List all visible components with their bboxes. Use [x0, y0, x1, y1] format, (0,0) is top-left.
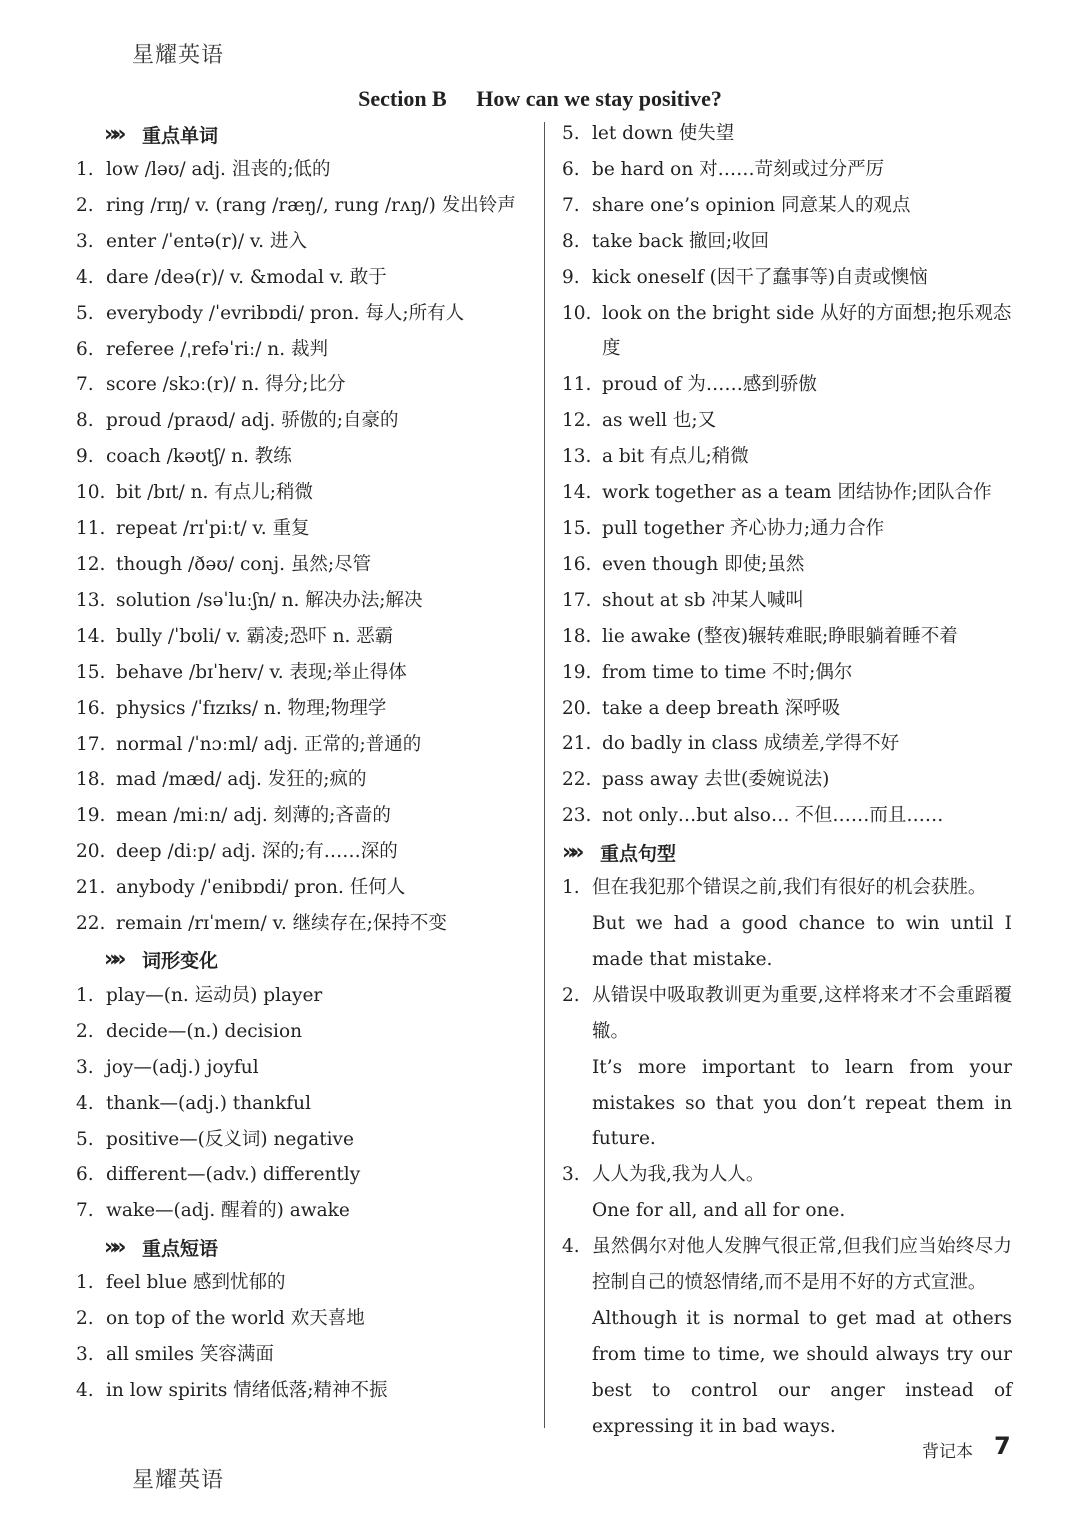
- item-text: do badly in class 成绩差,学得不好: [602, 733, 900, 755]
- list-item: [562, 762, 1012, 798]
- item-number: 2.: [562, 984, 580, 1006]
- sentence-body: [592, 1157, 1012, 1229]
- section-heading-label: 重点短语: [142, 1237, 219, 1260]
- item-number: 12.: [76, 553, 106, 575]
- list-item: [76, 870, 526, 906]
- item-text: everybody /ˈevribɒdi/ pron. 每人;所有人: [106, 302, 465, 324]
- words-list: [76, 152, 526, 942]
- sentence-chinese: 虽然偶尔对他人发脾气很正常,但我们应当始终尽力控制自己的愤怒情绪,而不是用不好的方式宣泄。: [592, 1236, 1012, 1294]
- item-number: 11.: [76, 518, 106, 540]
- list-item: [76, 1157, 526, 1193]
- item-text: different—(adv.) differently: [106, 1164, 361, 1186]
- section-question: How can we stay positive?: [476, 86, 722, 111]
- list-item: [562, 475, 1012, 511]
- sentence-item: [562, 1157, 1012, 1229]
- item-number: 14.: [76, 625, 106, 647]
- list-item: [76, 1122, 526, 1158]
- sentence-item: [562, 978, 1012, 1158]
- item-text: proud of 为……感到骄傲: [602, 374, 817, 396]
- list-item: [562, 619, 1012, 655]
- item-text: behave /bɪˈheɪv/ v. 表现;举止得体: [116, 661, 407, 683]
- section-heading-sentences: [562, 834, 1012, 870]
- list-item: [562, 116, 1012, 152]
- item-text: all smiles 笑容满面: [106, 1344, 274, 1366]
- item-number: 15.: [562, 517, 592, 539]
- list-item: [76, 224, 526, 260]
- section-heading-label: 词形变化: [142, 950, 219, 973]
- item-text: dare /deə(r)/ v. &modal v. 敢于: [106, 266, 387, 288]
- list-item: [562, 224, 1012, 260]
- sentence-body: [592, 978, 1012, 1158]
- item-number: 16.: [562, 553, 592, 575]
- item-number: 10.: [76, 482, 106, 504]
- list-item: [76, 1337, 526, 1373]
- sentence-english: But we had a good chance to win until I made that mistake.: [592, 913, 1012, 970]
- page-number: 7: [994, 1432, 1011, 1460]
- list-item: [76, 511, 526, 547]
- list-item: [562, 152, 1012, 188]
- item-text: as well 也;又: [602, 410, 717, 432]
- list-item: [562, 188, 1012, 224]
- item-text: proud /praʊd/ adj. 骄傲的;自豪的: [106, 410, 399, 432]
- item-number: 22.: [76, 913, 106, 935]
- section-heading-label: 重点单词: [142, 124, 219, 147]
- item-text: low /ləʊ/ adj. 沮丧的;低的: [106, 159, 331, 180]
- footer-label: 背记本: [922, 1442, 973, 1462]
- item-text: feel blue 感到忧郁的: [106, 1272, 286, 1294]
- list-item: [76, 798, 526, 834]
- item-text: lie awake (整夜)辗转难眠;睁眼躺着睡不着: [602, 625, 958, 647]
- item-number: 2.: [76, 1308, 94, 1330]
- item-text: referee /ˌrefəˈriː/ n. 裁判: [106, 338, 328, 360]
- sentence-body: [592, 870, 1012, 978]
- item-text: mean /miːn/ adj. 刻薄的;吝啬的: [116, 805, 391, 827]
- item-text: though /ðəʊ/ conj. 虽然;尽管: [116, 553, 372, 575]
- item-number: 17.: [562, 589, 592, 611]
- item-number: 2.: [76, 194, 94, 216]
- item-text: bit /bɪt/ n. 有点儿;稍微: [116, 482, 314, 504]
- item-number: 2.: [76, 1020, 94, 1042]
- item-number: 8.: [562, 230, 580, 252]
- item-number: 18.: [76, 769, 106, 791]
- item-number: 9.: [76, 446, 94, 468]
- list-item: [76, 834, 526, 870]
- phrases-list-right: [562, 116, 1012, 834]
- item-text: normal /ˈnɔːml/ adj. 正常的;普通的: [116, 733, 422, 755]
- forms-list: [76, 978, 526, 1229]
- list-item: [562, 367, 1012, 403]
- item-number: 23.: [562, 805, 592, 827]
- double-chevron-icon: »»: [104, 1234, 121, 1260]
- sentence-item: [562, 870, 1012, 978]
- double-chevron-icon: »»: [562, 839, 579, 865]
- item-number: 3.: [76, 1056, 94, 1078]
- list-item: [562, 296, 1012, 368]
- item-number: 13.: [562, 446, 592, 468]
- list-item: [76, 619, 526, 655]
- item-text: even though 即使;虽然: [602, 553, 805, 575]
- sentence-english: Although it is normal to get mad at others from time to time, we should always try our best to control our anger instead of expressing it in bad ways.: [592, 1308, 1012, 1437]
- item-number: 7.: [562, 194, 580, 216]
- sentence-chinese: 但在我犯那个错误之前,我们有很好的机会获胜。: [592, 877, 987, 899]
- item-number: 4.: [76, 1092, 94, 1114]
- right-column: [562, 116, 1012, 1445]
- column-divider: [544, 122, 545, 1428]
- item-number: 4.: [562, 1236, 580, 1258]
- item-number: 18.: [562, 625, 592, 647]
- item-text: shout at sb 冲某人喊叫: [602, 589, 804, 611]
- item-number: 6.: [76, 1164, 94, 1186]
- item-text: ring /rɪŋ/ v. (rang /ræŋ/, rung /rʌŋ/) 发出铃声: [106, 194, 516, 216]
- list-item: [76, 1050, 526, 1086]
- list-item: [76, 655, 526, 691]
- list-item: [562, 439, 1012, 475]
- sentence-english: One for all, and all for one.: [592, 1200, 846, 1222]
- section-heading-words: [76, 116, 526, 152]
- item-number: 14.: [562, 482, 592, 504]
- list-item: [562, 403, 1012, 439]
- item-number: 20.: [76, 841, 106, 863]
- list-item: [76, 296, 526, 332]
- sentence-chinese: 人人为我,我为人人。: [592, 1164, 765, 1186]
- list-item: [76, 727, 526, 763]
- item-text: in low spirits 情绪低落;精神不振: [106, 1380, 388, 1401]
- list-item: [562, 583, 1012, 619]
- item-number: 17.: [76, 733, 106, 755]
- list-item: [76, 762, 526, 798]
- list-item: [76, 403, 526, 439]
- double-chevron-icon: »»: [104, 947, 121, 973]
- item-text: mad /mæd/ adj. 发狂的;疯的: [116, 769, 367, 791]
- section-heading-label: 重点句型: [600, 842, 677, 865]
- sentence-body: [592, 1229, 1012, 1444]
- item-number: 8.: [76, 410, 94, 432]
- page-title: [0, 86, 1080, 112]
- list-item: [76, 906, 526, 942]
- double-chevron-icon: »»: [104, 121, 121, 147]
- item-number: 7.: [76, 374, 94, 396]
- item-number: 19.: [76, 805, 106, 827]
- section-heading-phrases: [76, 1229, 526, 1265]
- item-number: 1.: [76, 1272, 94, 1294]
- list-item: [562, 260, 1012, 296]
- list-item: [76, 475, 526, 511]
- list-item: [562, 547, 1012, 583]
- item-text: pull together 齐心协力;通力合作: [602, 517, 885, 539]
- item-number: 21.: [76, 877, 106, 899]
- item-text: physics /ˈfɪzɪks/ n. 物理;物理学: [116, 697, 387, 719]
- list-item: [562, 726, 1012, 762]
- item-number: 5.: [76, 1128, 94, 1150]
- item-number: 1.: [76, 984, 94, 1006]
- item-text: pass away 去世(委婉说法): [602, 769, 830, 791]
- item-number: 1.: [76, 159, 94, 180]
- item-text: share one’s opinion 同意某人的观点: [592, 194, 911, 216]
- item-number: 7.: [76, 1200, 94, 1222]
- item-text: positive—(反义词) negative: [106, 1128, 354, 1150]
- list-item: [562, 655, 1012, 691]
- watermark-top: 星耀英语: [132, 43, 225, 68]
- item-text: be hard on 对……苛刻或过分严厉: [592, 158, 885, 180]
- item-number: 12.: [562, 410, 592, 432]
- sentences-list: [562, 870, 1012, 1445]
- item-text: enter /ˈentə(r)/ v. 进入: [106, 230, 307, 252]
- item-number: 5.: [76, 302, 94, 324]
- list-item: [562, 798, 1012, 834]
- item-number: 3.: [76, 1344, 94, 1366]
- item-number: 20.: [562, 697, 592, 719]
- item-number: 4.: [76, 266, 94, 288]
- item-text: remain /rɪˈmeɪn/ v. 继续存在;保持不变: [116, 913, 447, 935]
- list-item: [562, 691, 1012, 727]
- item-text: kick oneself (因干了蠢事等)自责或懊恼: [592, 266, 928, 288]
- item-number: 21.: [562, 733, 592, 755]
- sentence-chinese: 从错误中吸取教训更为重要,这样将来才不会重蹈覆辙。: [592, 984, 1012, 1042]
- section-heading-forms: [76, 942, 526, 978]
- list-item: [76, 260, 526, 296]
- item-text: look on the bright side 从好的方面想;抱乐观态度: [602, 302, 1012, 360]
- list-item: [76, 583, 526, 619]
- item-text: thank—(adj.) thankful: [106, 1092, 311, 1114]
- item-text: repeat /rɪˈpiːt/ v. 重复: [116, 518, 310, 540]
- list-item: [76, 978, 526, 1014]
- item-text: decide—(n.) decision: [106, 1020, 303, 1042]
- item-number: 3.: [562, 1164, 580, 1186]
- item-text: wake—(adj. 醒着的) awake: [106, 1200, 350, 1222]
- item-text: anybody /ˈenibɒdi/ pron. 任何人: [116, 877, 406, 899]
- item-text: joy—(adj.) joyful: [106, 1056, 259, 1078]
- list-item: [76, 439, 526, 475]
- phrases-list-left: [76, 1265, 526, 1409]
- left-column: [76, 116, 526, 1409]
- item-number: 5.: [562, 123, 580, 144]
- item-text: from time to time 不时;偶尔: [602, 661, 853, 683]
- watermark-bottom: 星耀英语: [132, 1468, 225, 1493]
- item-text: take a deep breath 深呼吸: [602, 697, 841, 719]
- list-item: [562, 511, 1012, 547]
- item-text: work together as a team 团结协作;团队合作: [602, 482, 992, 504]
- item-number: 6.: [76, 338, 94, 360]
- list-item: [76, 1265, 526, 1301]
- item-number: 3.: [76, 230, 94, 252]
- item-number: 13.: [76, 589, 106, 611]
- item-text: on top of the world 欢天喜地: [106, 1308, 365, 1330]
- item-number: 11.: [562, 374, 592, 396]
- list-item: [76, 691, 526, 727]
- item-number: 6.: [562, 158, 580, 180]
- item-number: 10.: [562, 302, 592, 324]
- list-item: [76, 1301, 526, 1337]
- item-number: 4.: [76, 1380, 94, 1401]
- list-item: [76, 1193, 526, 1229]
- list-item: [76, 1373, 526, 1409]
- item-number: 22.: [562, 769, 592, 791]
- item-text: play—(n. 运动员) player: [106, 984, 323, 1006]
- item-number: 9.: [562, 266, 580, 288]
- item-text: solution /səˈluːʃn/ n. 解决办法;解决: [116, 589, 423, 611]
- list-item: [76, 547, 526, 583]
- list-item: [76, 152, 526, 188]
- item-number: 16.: [76, 697, 106, 719]
- item-text: a bit 有点儿;稍微: [602, 446, 749, 468]
- item-number: 15.: [76, 661, 106, 683]
- item-text: let down 使失望: [592, 123, 735, 144]
- list-item: [76, 188, 526, 224]
- sentence-english: It’s more important to learn from your mistakes so that you don’t repeat them in future.: [592, 1056, 1012, 1150]
- list-item: [76, 1086, 526, 1122]
- item-text: take back 撤回;收回: [592, 230, 770, 252]
- item-text: coach /kəʊtʃ/ n. 教练: [106, 446, 292, 468]
- list-item: [76, 367, 526, 403]
- item-number: 1.: [562, 877, 580, 899]
- item-text: deep /diːp/ adj. 深的;有……深的: [116, 841, 398, 863]
- item-text: score /skɔː(r)/ n. 得分;比分: [106, 374, 346, 396]
- section-label: Section B: [358, 86, 447, 111]
- list-item: [76, 332, 526, 368]
- list-item: [76, 1014, 526, 1050]
- item-number: 19.: [562, 661, 592, 683]
- sentence-item: [562, 1229, 1012, 1444]
- item-text: not only…but also… 不但……而且……: [602, 805, 944, 827]
- item-text: bully /ˈbʊli/ v. 霸凌;恐吓 n. 恶霸: [116, 625, 394, 647]
